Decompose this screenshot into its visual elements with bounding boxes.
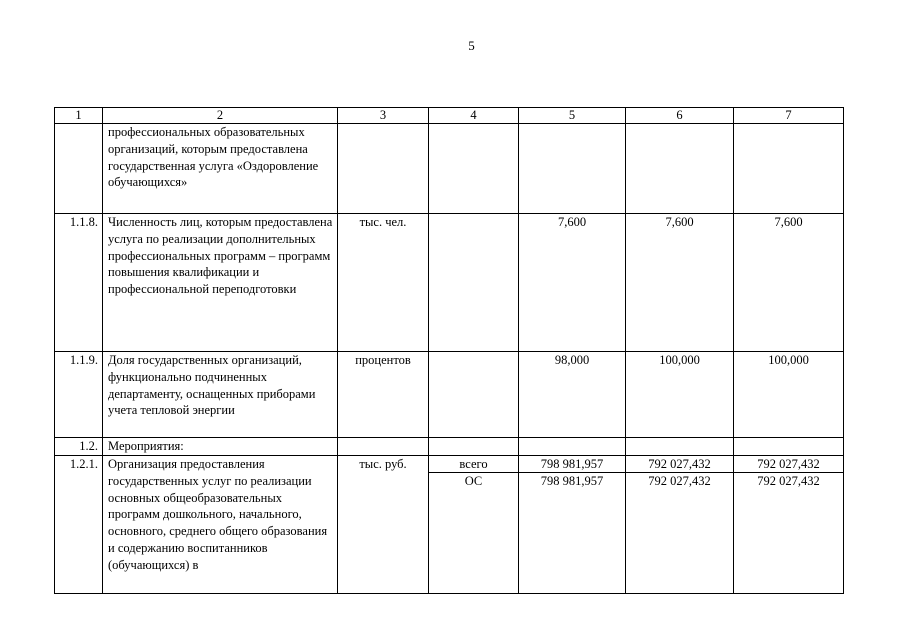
- row-name: профессиональных образовательных организаций, которым предоставлена государственная услуга «Оздоровление обучающихся»: [103, 124, 338, 214]
- sub-type-total: всего: [459, 457, 488, 471]
- row-value-7: 100,000: [734, 352, 844, 438]
- header-cell: 7: [734, 108, 844, 124]
- sub-type-os: ОС: [429, 472, 518, 489]
- sub-value-5-os: 798 981,957: [519, 472, 625, 489]
- row-type: [429, 124, 519, 214]
- table-row: [55, 352, 844, 438]
- table-row: [55, 456, 844, 594]
- header-cell: 1: [55, 108, 103, 124]
- row-value-7: 7,600: [734, 214, 844, 352]
- row-name: Мероприятия:: [103, 438, 338, 456]
- row-name: Организация предоставления государственных услуг по реализации основных общеобразовательных программ дошкольного, начального, основного, среднего общего образования и содержанию воспитанников (обучающихся) в: [103, 456, 338, 594]
- row-value-7: [734, 124, 844, 214]
- row-name: Доля государственных организаций, функционально подчиненных департаменту, оснащенных приборами учета тепловой энергии: [103, 352, 338, 438]
- row-unit: [338, 124, 429, 214]
- row-value-6: [626, 124, 734, 214]
- table-header-row: [55, 108, 844, 124]
- row-value-6: 7,600: [626, 214, 734, 352]
- row-unit: тыс. руб.: [338, 456, 429, 594]
- row-type: [429, 214, 519, 352]
- table-row: [55, 124, 844, 214]
- header-cell: 3: [338, 108, 429, 124]
- row-code: 1.2.1.: [55, 456, 103, 594]
- row-value-5: 98,000: [519, 352, 626, 438]
- row-code: 1.1.9.: [55, 352, 103, 438]
- row-unit: тыс. чел.: [338, 214, 429, 352]
- table-row: [55, 438, 844, 456]
- sub-value-6-total: 792 027,432: [648, 457, 711, 471]
- header-cell: 6: [626, 108, 734, 124]
- header-cell: 5: [519, 108, 626, 124]
- header-cell: 2: [103, 108, 338, 124]
- page-number: 5: [468, 38, 475, 53]
- header-cell: 4: [429, 108, 519, 124]
- row-value-6: 100,000: [626, 352, 734, 438]
- table-row: [55, 214, 844, 352]
- indicators-table: [54, 107, 844, 594]
- row-name: Численность лиц, которым предоставлена услуга по реализации дополнительных профессиональных программ – программ повышения квалификации и профессиональной переподготовки: [103, 214, 338, 352]
- row-unit: процентов: [338, 352, 429, 438]
- row-value-5: [519, 124, 626, 214]
- sub-value-7-os: 792 027,432: [734, 472, 843, 489]
- sub-value-5-total: 798 981,957: [540, 457, 604, 471]
- row-code: 1.2.: [55, 438, 103, 456]
- sub-value-6-os: 792 027,432: [626, 472, 733, 489]
- row-value-5: 7,600: [519, 214, 626, 352]
- row-code: [55, 124, 103, 214]
- sub-value-7-total: 792 027,432: [757, 457, 820, 471]
- row-type: [429, 352, 519, 438]
- row-code: 1.1.8.: [55, 214, 103, 352]
